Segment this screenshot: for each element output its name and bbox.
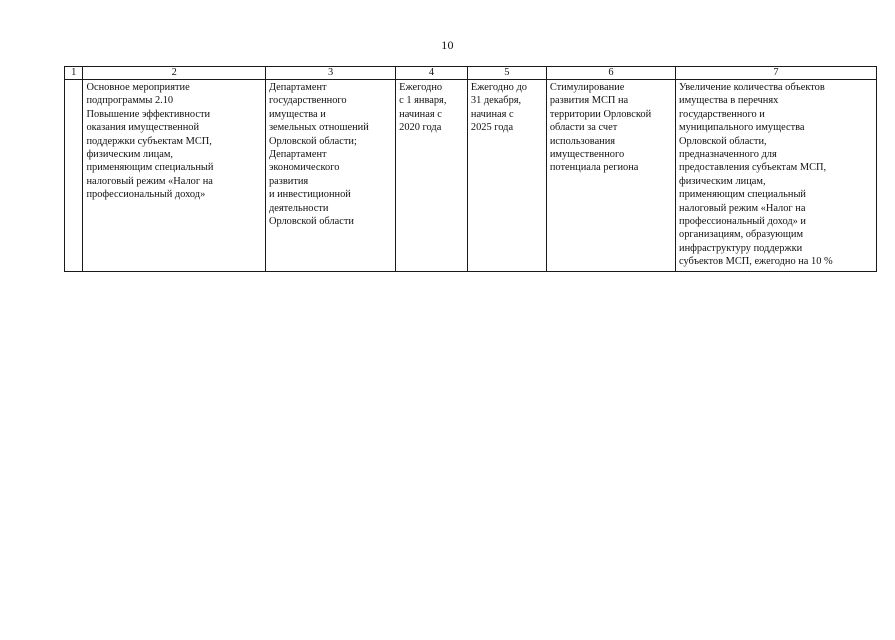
column-header-1: 1 xyxy=(65,67,83,80)
cell-row-number xyxy=(65,80,83,272)
column-header-3: 3 xyxy=(265,67,395,80)
column-header-6: 6 xyxy=(546,67,675,80)
column-header-4: 4 xyxy=(396,67,468,80)
column-header-2: 2 xyxy=(83,67,265,80)
table-row xyxy=(65,80,877,272)
column-header-7: 7 xyxy=(676,67,877,80)
measures-table xyxy=(64,66,877,272)
cell-responsible-executor: Департамент государственного имущества и земельных отношений Орловской области; Департамент экономического развития и инвестиционной деятельности Орловской области xyxy=(265,80,395,272)
cell-end-date: Ежегодно до 31 декабря, начиная с 2025 года xyxy=(467,80,546,272)
table-body xyxy=(65,80,877,272)
header-row xyxy=(65,67,877,80)
cell-start-date: Ежегодно с 1 января, начиная с 2020 года xyxy=(396,80,468,272)
cell-measure-name: Основное мероприятие подпрограммы 2.10 Повышение эффективности оказания имущественной поддержки субъектам МСП, физическим лицам, применяющим специальный налоговый режим «Налог на профессиональный доход» xyxy=(83,80,265,272)
column-header-5: 5 xyxy=(467,67,546,80)
cell-indicator: Увеличение количества объектов имущества в перечнях государственного и муниципального имущества Орловской области, предназначенного для предоставления субъектам МСП, физическим лицам, применяющим специальный налоговый режим «Налог на профессиональный доход» и организациям, образующим инфраструктуру поддержки субъектов МСП, ежегодно на 10 % xyxy=(676,80,877,272)
table-header xyxy=(65,67,877,80)
page-number: 10 xyxy=(441,38,454,52)
cell-expected-result: Стимулирование развития МСП на территории Орловской области за счет использования имущественного потенциала региона xyxy=(546,80,675,272)
